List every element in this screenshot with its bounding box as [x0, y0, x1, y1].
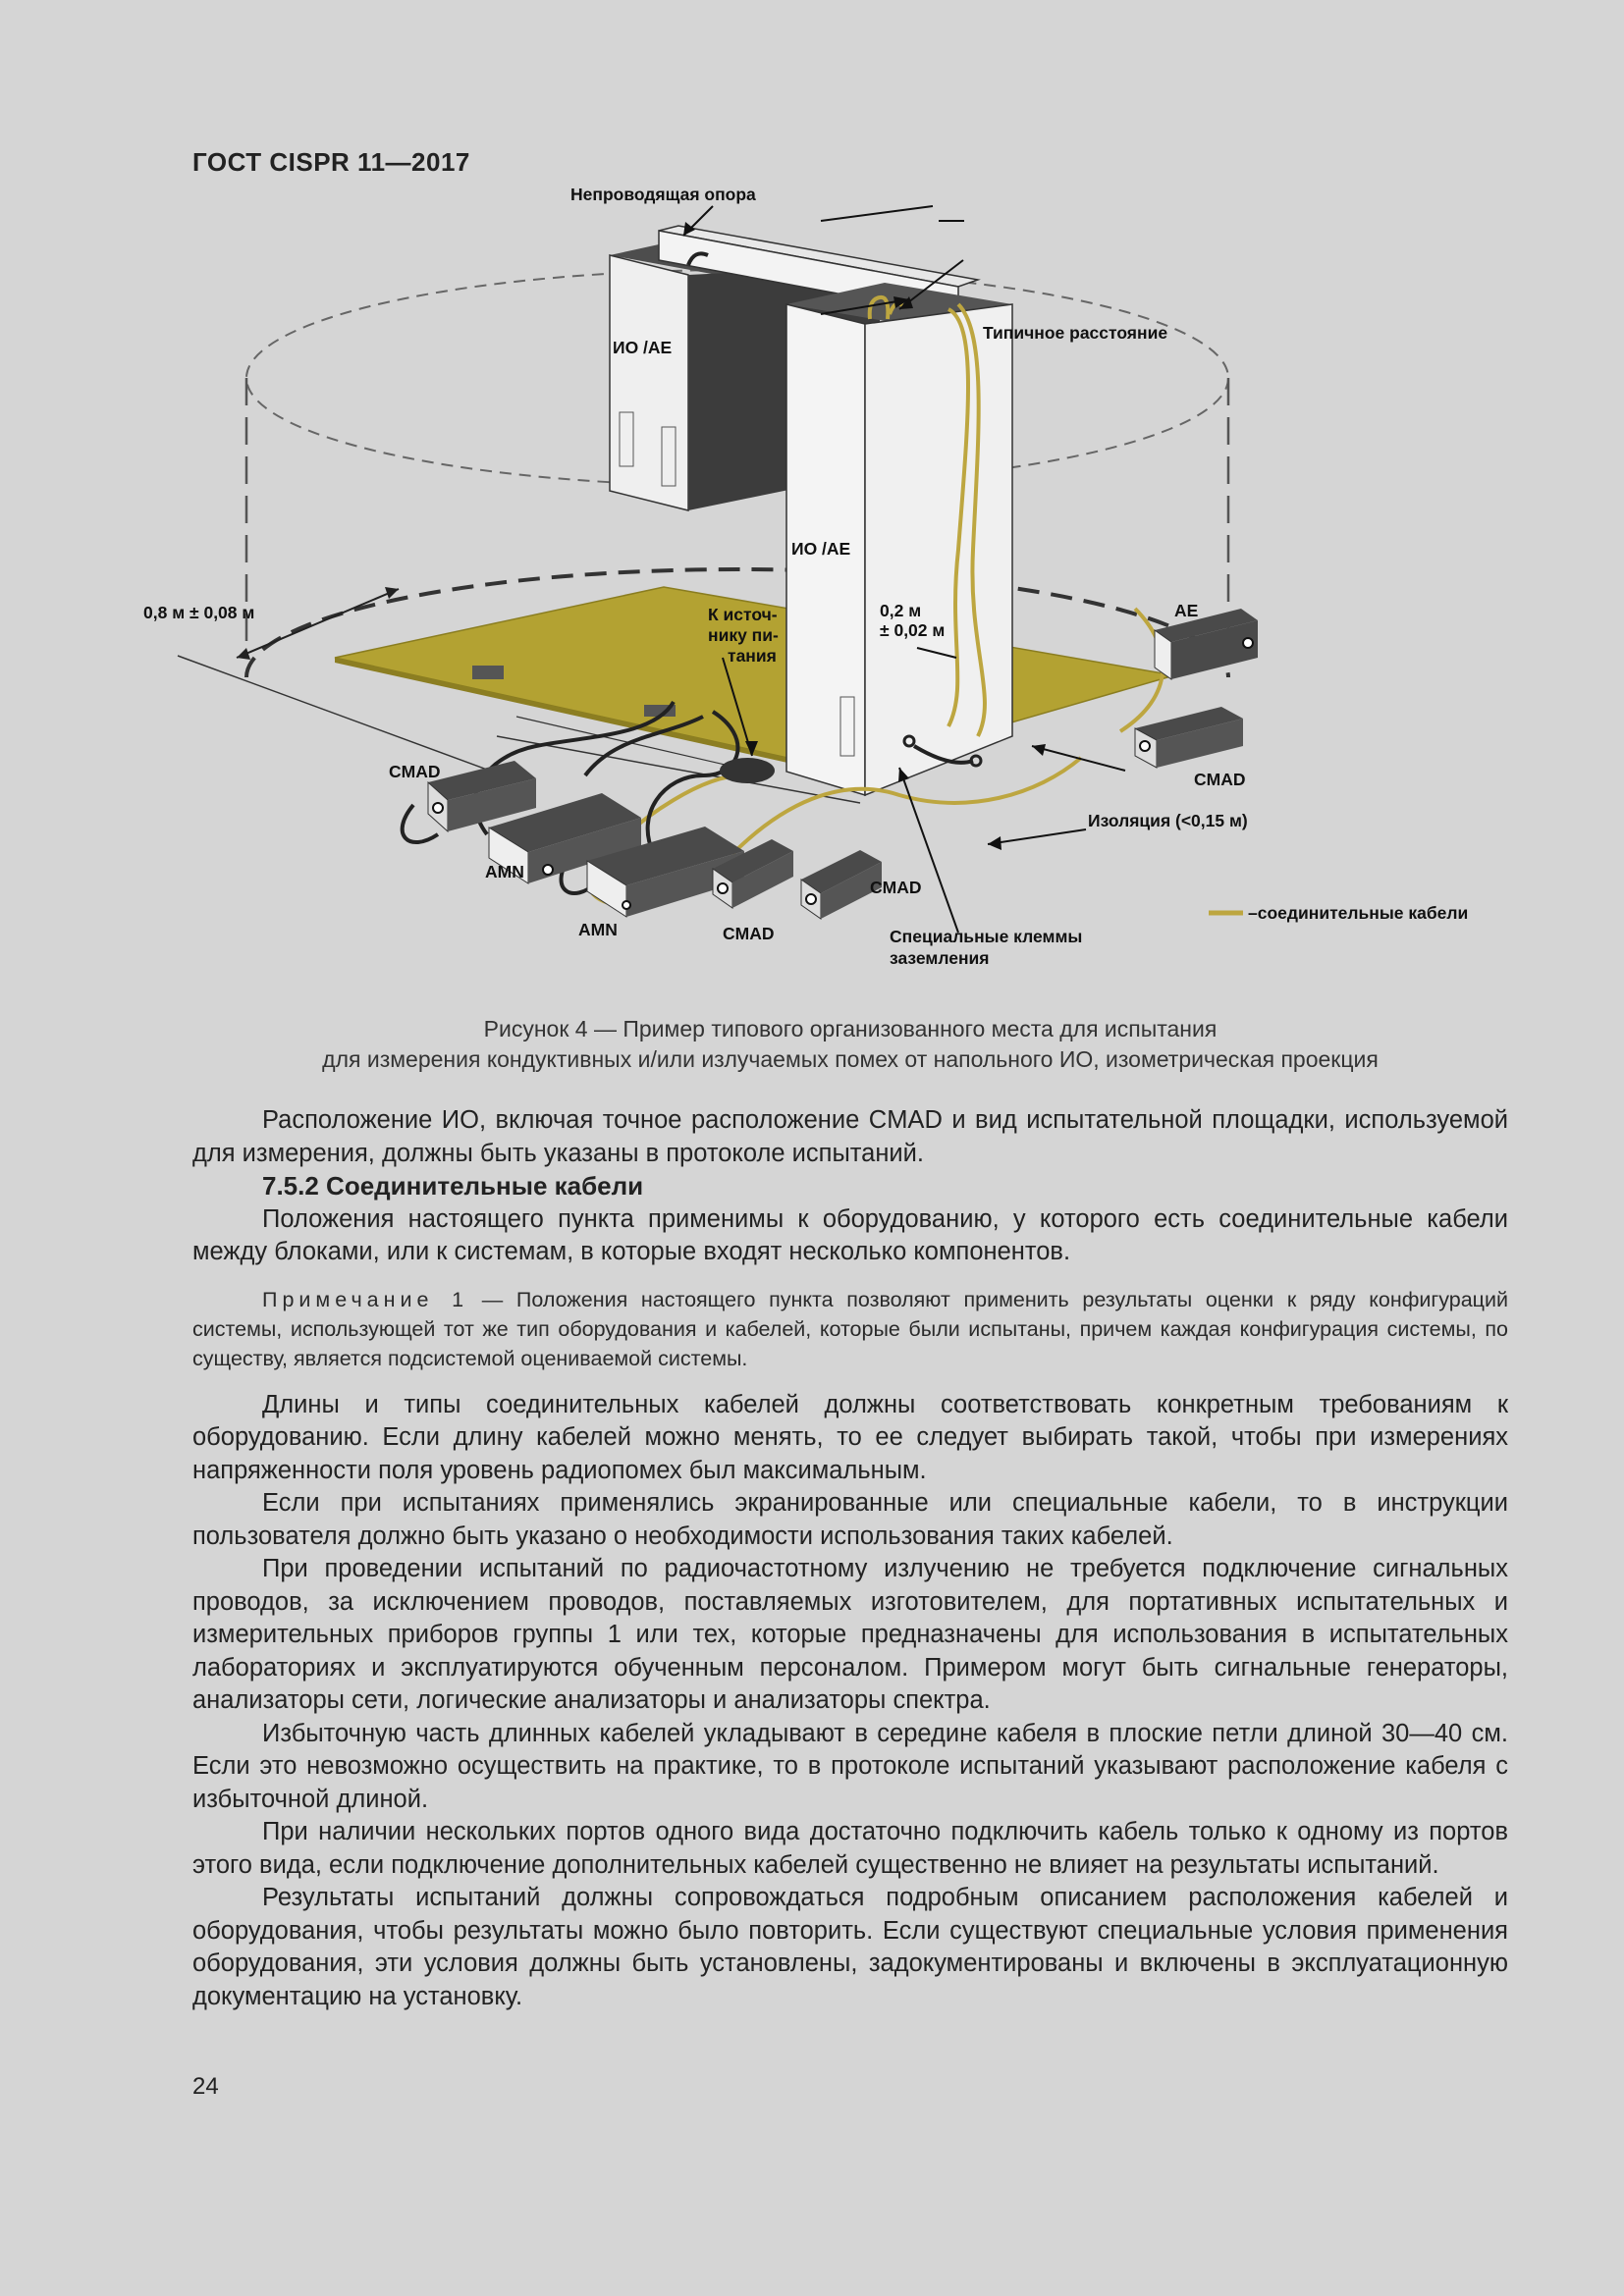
paragraph-4: Если при испытаниях применялись экранированные или специальные кабели, то в инструкции пользователя должно быть указано о необходимости использования таких кабелей.	[192, 1489, 1508, 1550]
dim-08-line	[237, 589, 399, 658]
note-text: — Положения настоящего пункта позволяют применить результаты оценки к ряду конфигураций системы, использующей тот же тип оборудования и кабелей, которые были испытаны, причем каждая конфигурация системы, по существу, является подсистемой оцениваемой системы.	[192, 1287, 1509, 1370]
cmad-right	[1135, 707, 1243, 768]
label-ae: AE	[1174, 601, 1199, 620]
note-1	[192, 1285, 1508, 1373]
label-ground-2: заземления	[890, 948, 990, 968]
label-amn-1: AMN	[485, 862, 524, 881]
label-cmad-bottom-1: CMAD	[723, 924, 775, 943]
label-dist-02-1: 0,2 м	[880, 601, 922, 620]
label-cmad-left: CMAD	[389, 762, 441, 781]
dim-08-arrow-a	[385, 587, 399, 599]
figure-caption-line-1: Рисунок 4 — Пример типового организованного места для испытания	[483, 1016, 1218, 1041]
note-label: Примечание 1	[262, 1287, 469, 1311]
label-eut-ae-1: ИО /AE	[613, 338, 673, 357]
label-cmad-right: CMAD	[1194, 770, 1246, 789]
label-ground-1: Специальные клеммы	[890, 927, 1083, 946]
ae-box	[1155, 609, 1258, 679]
paragraph-7: При наличии нескольких портов одного вида достаточно подключить кабель только к одному из портов этого вида, если подключение дополнительных кабелей существенно не влияет на результаты испытаний.	[192, 1818, 1508, 1879]
dim-08-arrow-b	[237, 648, 250, 660]
main-text	[192, 1104, 1508, 2013]
label-dist-08: 0,8 м ± 0,08 м	[143, 603, 255, 622]
label-legend: –соединительные кабели	[1248, 903, 1469, 923]
ground-terminal-2	[971, 756, 981, 766]
label-amn-2: AMN	[578, 920, 618, 939]
label-eut-ae-2: ИО /AE	[791, 539, 851, 559]
label-power-3: тания	[728, 646, 777, 666]
label-power-2: нику пи-	[708, 625, 779, 645]
cabinet-1-front	[610, 255, 688, 510]
ground-bar-left	[472, 666, 504, 679]
power-connector	[720, 758, 775, 783]
cabinet-2-side	[865, 304, 1012, 795]
label-isolation: Изоляция (<0,15 м)	[1088, 811, 1248, 830]
paragraph-5: При проведении испытаний по радиочастотному излучению не требуется подключение сигнальных проводов, за исключением проводов, поставляемых изготовителем, для портативных испытательных и измерительных приборов группы 1 или тех, которые предназначены для использования в испытательных лабораториях и эксплуатируются обученным персоналом. Примером могут быть сигнальные генераторы, анализаторы сети, логические анализаторы и анализаторы спектра.	[192, 1555, 1508, 1714]
test-setup-figure	[143, 185, 1489, 991]
document-header: ГОСТ CISPR 11—2017	[192, 147, 470, 177]
label-power-1: К источ-	[708, 605, 778, 624]
label-cmad-bottom-2: CMAD	[870, 878, 922, 897]
paragraph-8: Результаты испытаний должны сопровождаться подробным описанием расположения кабелей и оборудования, чтобы результаты можно было повторить. Если существуют специальные условия применения оборудования, эти условия должны быть установлены, задокументированы и включены в эксплуатационную документацию на установку.	[192, 1884, 1508, 2010]
label-support: Непроводящая опора	[570, 185, 756, 204]
paragraph-2: Положения настоящего пункта применимы к оборудованию, у которого есть соединительные кабели между блоками, или к системам, в которые входят несколько компонентов.	[192, 1204, 1508, 1265]
section-heading: 7.5.2 Соединительные кабели	[262, 1171, 644, 1201]
label-dist-02-2: ± 0,02 м	[880, 620, 946, 640]
paragraph-6: Избыточную часть длинных кабелей укладывают в середине кабеля в плоские петли длиной 30—40 см. Если это невозможно осуществить на практике, то в протоколе испытаний указывают расположение кабеля с избыточной длиной.	[192, 1719, 1508, 1813]
figure-caption-line-2: для измерения кондуктивных и/или излучаемых помех от напольного ИО, изометрическая проекция	[322, 1046, 1379, 1072]
label-typical-distance: Типичное расстояние	[983, 323, 1168, 343]
page-number: 24	[192, 2073, 219, 2100]
isometric-test-site-diagram	[143, 185, 1489, 991]
paragraph-1: Расположение ИО, включая точное расположение CMAD и вид испытательной площадки, используемой для измерения, должны быть указаны в протоколе испытаний.	[192, 1106, 1508, 1167]
paragraph-3: Длины и типы соединительных кабелей должны соответствовать конкретным требованиям к оборудованию. Если длину кабелей можно менять, то ее следует выбирать такой, чтобы при измерениях напряженности поля уровень радиопомех был максимальным.	[192, 1390, 1508, 1484]
